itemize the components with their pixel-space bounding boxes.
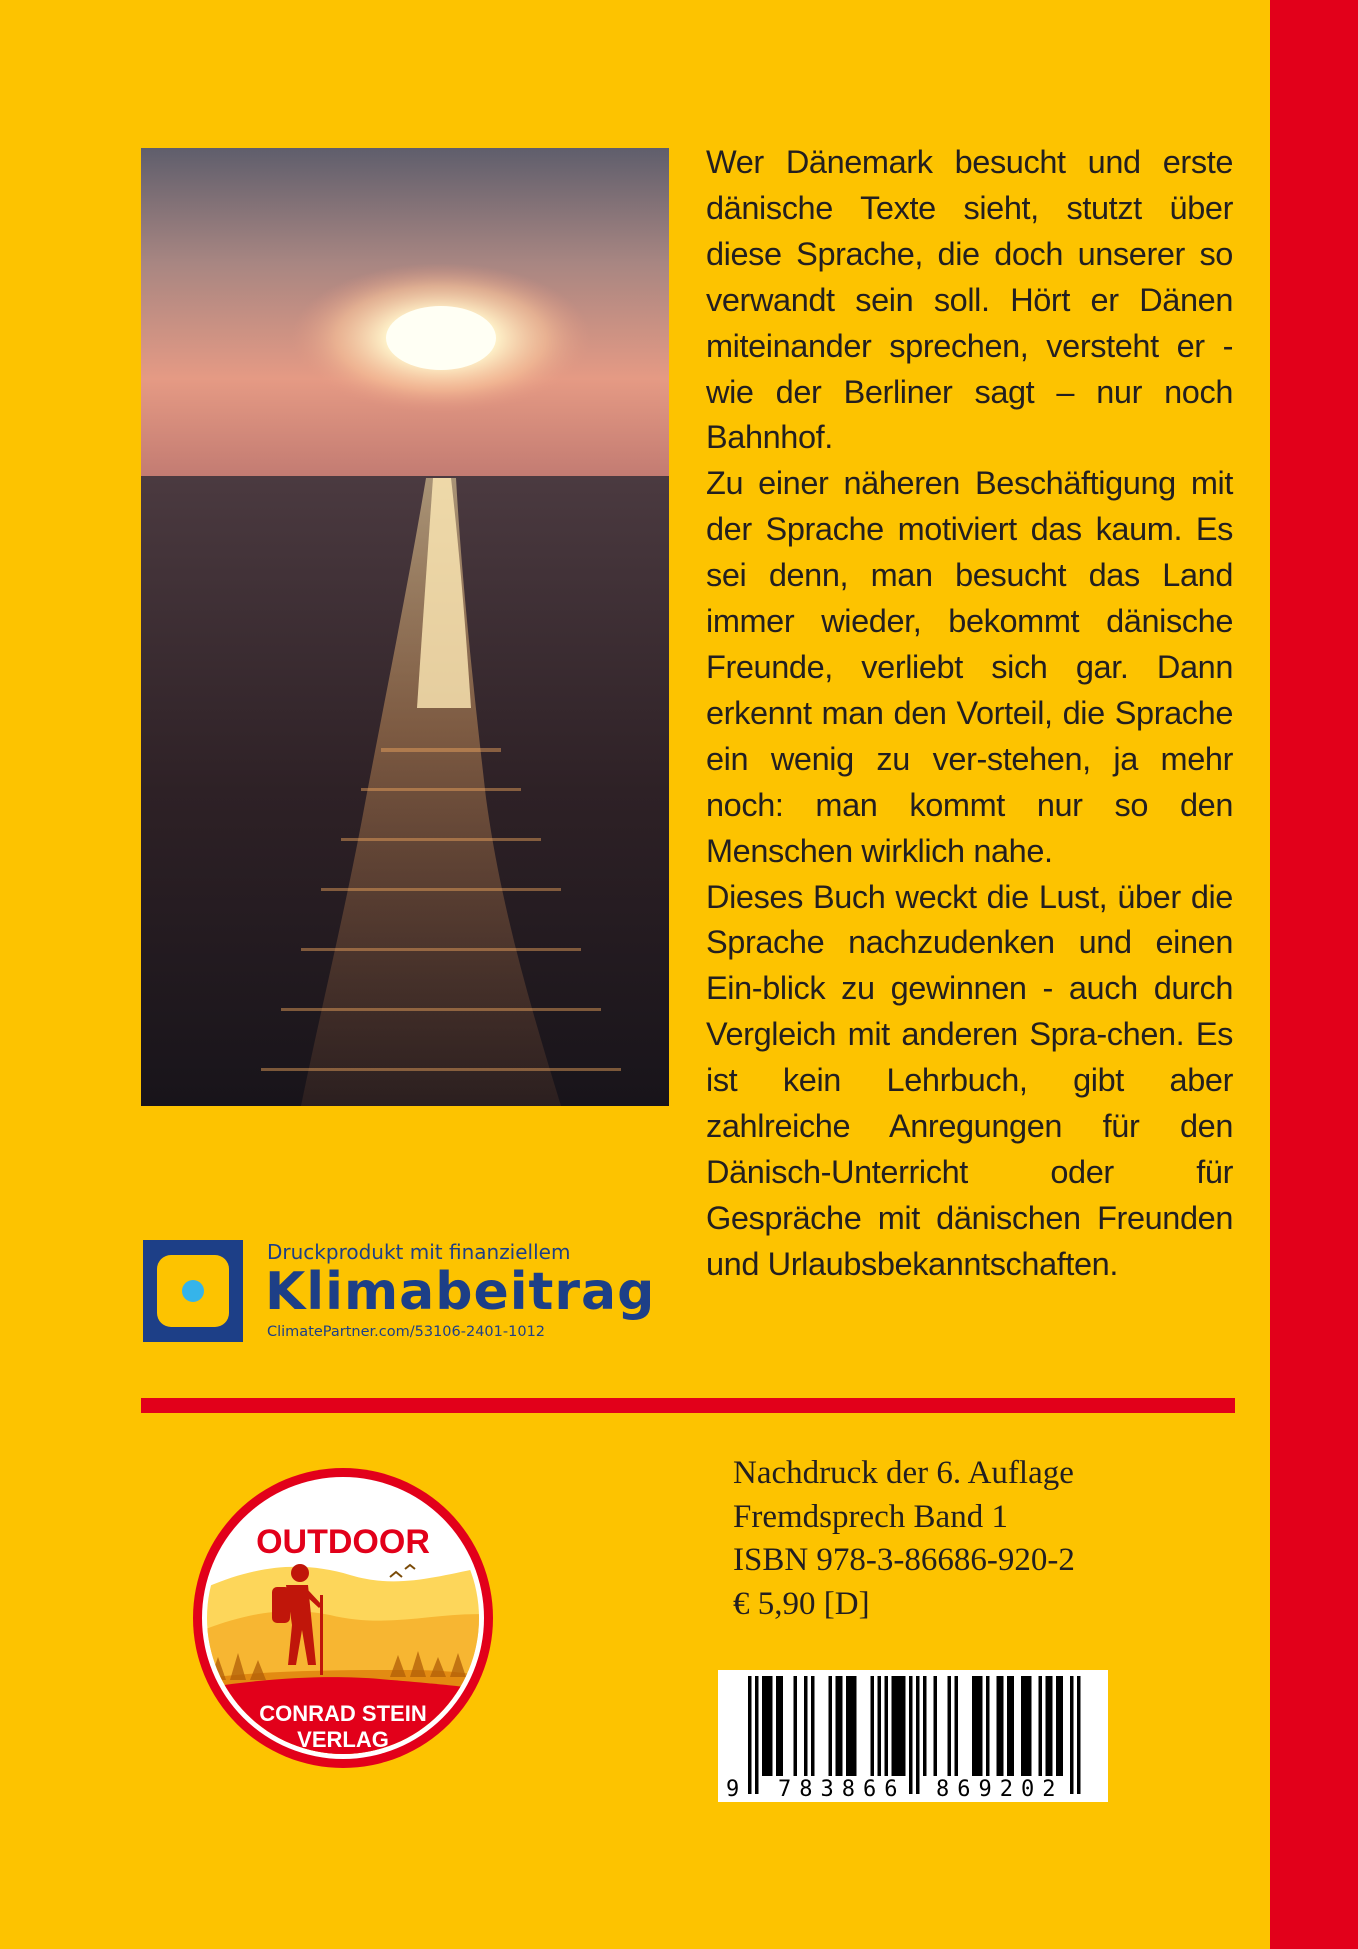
barcode-bar: [780, 1676, 784, 1776]
barcode-bar: [948, 1676, 952, 1776]
klima-url: ClimatePartner.com/53106-2401-1012: [267, 1324, 546, 1340]
barcode-bar: [846, 1676, 850, 1776]
barcode-bar: [836, 1676, 840, 1776]
barcode-bar: [871, 1676, 875, 1776]
book-info: [733, 1452, 1075, 1626]
spine-stripe: [1270, 0, 1358, 1949]
barcode-bar: [1000, 1676, 1004, 1776]
barcode-bar: [976, 1676, 980, 1776]
isbn-barcode: [718, 1670, 1108, 1802]
dot-icon: [182, 1280, 204, 1302]
barcode-bar: [811, 1676, 815, 1776]
klima-subtitle: Druckprodukt mit finanziellem: [267, 1240, 571, 1264]
barcode-group-2: 869202: [936, 1777, 1064, 1802]
barcode-bar: [895, 1676, 899, 1776]
barcode-bar: [1056, 1676, 1060, 1776]
blurb-paragraph-3: Dieses Buch weckt die Lust, über die Sprache nachzudenken und einen Ein-blick zu gewinnen - auch durch Vergleich mit anderen Spra-chen. Es ist kein Lehrbuch, gibt aber zahlreiche Anregungen für den Dänisch-Unterricht oder für Gespräche mit dänischen Freunden und Urlaubsbekanntschaften.: [706, 878, 1233, 1282]
barcode-bar: [878, 1676, 882, 1776]
barcode-first-digit: 9: [726, 1777, 740, 1802]
stamp-bottom-line-1: CONRAD STEIN: [259, 1701, 427, 1726]
barcode-bar: [1039, 1676, 1043, 1776]
barcode-bar: [755, 1676, 759, 1794]
barcode-bar: [804, 1676, 808, 1776]
sunset-photo: [141, 148, 669, 1106]
klimabeitrag-label: [143, 1240, 673, 1342]
barcode-bar: [766, 1676, 770, 1776]
outdoor-stamp: [190, 1465, 496, 1771]
stamp-top-text: OUTDOOR: [256, 1523, 430, 1561]
blurb-paragraph-1: Wer Dänemark besucht und erste dänische Texte sieht, stutzt über diese Sprache, die doch unserer so verwandt sein soll. Hört er Dänen miteinander sprechen, versteht er - wie der Berliner sagt – nur noch Bahnhof.: [706, 144, 1233, 456]
stamp-bottom-line-2: VERLAG: [297, 1727, 389, 1752]
barcode-bar: [1007, 1676, 1011, 1776]
barcode-bar: [1070, 1676, 1074, 1794]
barcode-bar: [934, 1676, 938, 1776]
barcode-bar: [979, 1676, 983, 1776]
barcode-bar: [853, 1676, 857, 1776]
barcode-bar: [923, 1676, 927, 1776]
barcode-bar: [972, 1676, 976, 1776]
barcode-bar: [986, 1676, 990, 1776]
barcode-bar: [909, 1676, 913, 1794]
series-line: Fremdsprech Band 1: [733, 1498, 1008, 1535]
barcode-bar: [1028, 1676, 1032, 1776]
blurb-text: [706, 140, 1233, 1288]
barcode-bar: [899, 1676, 903, 1776]
barcode-bar: [997, 1676, 1001, 1776]
barcode-bar: [850, 1676, 854, 1776]
barcode-bar: [762, 1676, 766, 1776]
klima-title: Klimabeitrag: [265, 1262, 656, 1322]
barcode-bar: [885, 1676, 889, 1776]
barcode-bar: [748, 1676, 752, 1794]
barcode-bar: [829, 1676, 833, 1776]
barcode-bar: [769, 1676, 773, 1776]
edition-line: Nachdruck der 6. Auflage: [733, 1455, 1074, 1491]
blurb-paragraph-2: Zu einer näheren Beschäftigung mit der Sprache motiviert das kaum. Es sei denn, man besucht das Land immer wieder, bekommt dänische Freunde, verliebt sich gar. Dann erkennt man den Vorteil, die Sprache ein wenig zu ver-stehen, ja mehr noch: man kommt nur so den Menschen wirklich nahe.: [706, 465, 1233, 869]
barcode-bar: [892, 1676, 896, 1776]
barcode-bar: [1011, 1676, 1015, 1776]
isbn-line: ISBN 978-3-86686-920-2: [733, 1542, 1075, 1578]
barcode-group-1: 783866: [778, 1777, 906, 1802]
barcode-bar: [1049, 1676, 1053, 1776]
price-line: € 5,90 [D]: [733, 1585, 870, 1622]
barcode-bar: [902, 1676, 906, 1776]
barcode-bar: [1060, 1676, 1064, 1776]
barcode-bar: [776, 1676, 780, 1776]
barcode-bar: [955, 1676, 959, 1776]
barcode-bar: [1077, 1676, 1081, 1794]
barcode-bar: [1046, 1676, 1050, 1776]
barcode-bar: [794, 1676, 798, 1776]
barcode-bar: [839, 1676, 843, 1776]
barcode-bar: [916, 1676, 920, 1794]
climate-partner-logo: [143, 1240, 243, 1342]
divider-bar: [141, 1398, 1235, 1413]
barcode-bar: [1021, 1676, 1025, 1776]
barcode-bar: [1025, 1676, 1029, 1776]
